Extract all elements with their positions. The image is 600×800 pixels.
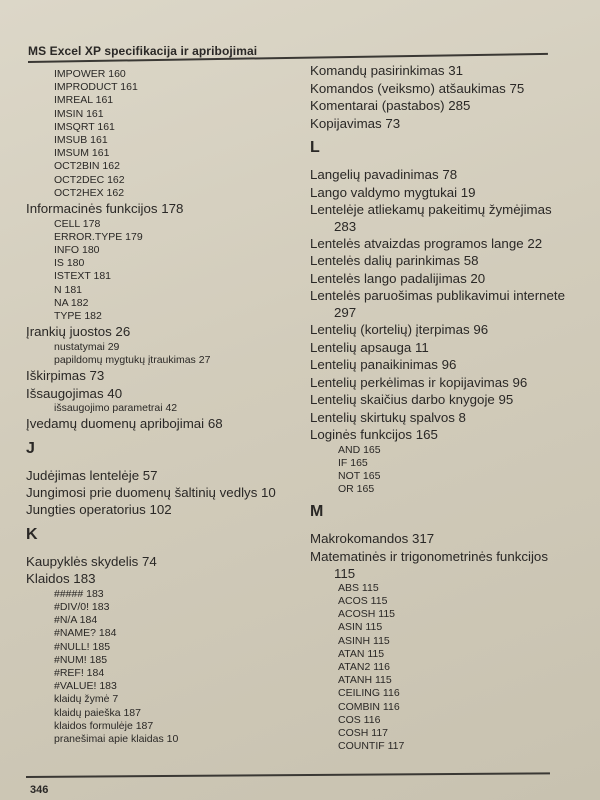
index-entry: Langelių pavadinimas 78 xyxy=(310,167,458,182)
index-entry: Klaidos 183 xyxy=(26,571,96,587)
index-entry: Lentelių apsauga 11 xyxy=(310,339,429,355)
index-subentry: ASINH 115 xyxy=(338,634,390,647)
footer-rule xyxy=(26,772,550,778)
index-subentry: IF 165 xyxy=(338,456,368,469)
index-subentry: CELL 178 xyxy=(54,217,101,230)
index-entry: Loginės funkcijos 165 xyxy=(310,427,438,442)
index-entry: Makrokomandos 317 xyxy=(310,531,435,547)
index-subentry: išsaugojimo parametrai 42 xyxy=(54,402,178,415)
index-subentry: pranešimai apie klaidas 10 xyxy=(54,733,179,745)
index-subentry: #DIV/0! 183 xyxy=(54,600,110,613)
running-header: MS Excel XP specifikacija ir apribojimai xyxy=(28,44,258,58)
index-subentry: TYPE 182 xyxy=(54,309,102,322)
index-subentry: papildomų mygtukų įtraukimas 27 xyxy=(54,353,211,366)
index-entry: Komandų pasirinkimas 31 xyxy=(310,63,463,78)
index-entry: Išsaugojimas 40 xyxy=(26,385,123,401)
index-entry: Lentelės paruošimas publikavimui internete 297 xyxy=(310,288,565,320)
index-subentry: COS 116 xyxy=(338,713,381,726)
index-entry: Kaupyklės skydelis 74 xyxy=(26,553,157,569)
section-letter: K xyxy=(26,525,38,543)
index-subentry: ISTEXT 181 xyxy=(54,270,112,283)
index-entry: Lentelių panaikinimas 96 xyxy=(310,357,457,372)
index-entry: Matematinės ir trigonometrinės funkcijos 115 xyxy=(310,548,548,581)
section-letter: M xyxy=(310,503,324,521)
index-subentry: #NUM! 185 xyxy=(54,653,108,666)
index-subentry: AND 165 xyxy=(338,443,381,456)
index-entry: Komentarai (pastabos) 285 xyxy=(310,98,471,113)
index-column-left xyxy=(26,68,296,746)
index-subentry: klaidos formulėje 187 xyxy=(54,719,154,732)
index-subentry: klaidų paieška 187 xyxy=(54,706,141,719)
section-letter: J xyxy=(26,439,35,457)
index-entry: Iškirpimas 73 xyxy=(26,368,105,384)
index-subentry: ATAN2 116 xyxy=(338,661,390,674)
index-entry: Kopijavimas 73 xyxy=(310,115,401,131)
index-subentry: ATANH 115 xyxy=(338,674,392,687)
index-entry: Lentelių skaičius darbo knygoje 95 xyxy=(310,392,514,407)
index-entry: Lentelės dalių parinkimas 58 xyxy=(310,253,479,268)
index-subentry: NA 182 xyxy=(54,296,89,309)
index-subentry: ##### 183 xyxy=(54,587,104,600)
index-entry: Komandos (veiksmo) atšaukimas 75 xyxy=(310,80,525,96)
index-subentry: NOT 165 xyxy=(338,469,381,482)
index-subentry: #NULL! 185 xyxy=(54,640,111,653)
index-subentry: COUNTIF 117 xyxy=(338,740,405,753)
index-subentry: INFO 180 xyxy=(54,243,100,256)
index-subentry: #VALUE! 183 xyxy=(54,680,117,693)
index-subentry: IMSIN 161 xyxy=(54,107,104,120)
index-entry: Jungimosi prie duomenų šaltinių vedlys 10 xyxy=(26,485,276,501)
index-entry: Lentelių skirtukų spalvos 8 xyxy=(310,409,466,425)
index-entry: Jungties operatorius 102 xyxy=(26,502,172,518)
index-subentry: nustatymai 29 xyxy=(54,340,120,353)
index-subentry: klaidų žymė 7 xyxy=(54,693,119,706)
index-subentry: ERROR.TYPE 179 xyxy=(54,230,143,243)
index-entry: Informacinės funkcijos 178 xyxy=(26,201,184,217)
index-subentry: ACOS 115 xyxy=(338,595,388,608)
index-subentry: CEILING 116 xyxy=(338,687,400,700)
page-number: 346 xyxy=(30,784,49,796)
index-subentry: ATAN 115 xyxy=(338,647,385,660)
index-subentry: COMBIN 116 xyxy=(338,700,400,713)
index-entry: Lentelės lango padalijimas 20 xyxy=(310,270,486,286)
index-subentry: COSH 117 xyxy=(338,727,388,740)
index-subentry: IMPRODUCT 161 xyxy=(54,81,138,94)
index-subentry: IMSQRT 161 xyxy=(54,120,115,133)
index-subentry: ASIN 115 xyxy=(338,621,383,634)
index-entry: Lentelėje atliekamų pakeitimų žymėjimas 283 xyxy=(310,202,552,234)
index-subentry: #N/A 184 xyxy=(54,614,98,627)
index-entry: Lentelių perkėlimas ir kopijavimas 96 xyxy=(310,374,528,390)
index-entry: Įvedamų duomenų apribojimai 68 xyxy=(26,416,223,432)
index-subentry: #REF! 184 xyxy=(54,666,105,679)
index-column-right xyxy=(310,62,570,753)
index-subentry: IS 180 xyxy=(54,257,85,270)
index-subentry: ABS 115 xyxy=(338,581,379,594)
section-letter: L xyxy=(310,139,320,156)
index-entry: Judėjimas lentelėje 57 xyxy=(26,467,158,483)
index-subentry: IMSUM 161 xyxy=(54,147,110,160)
index-subentry: IMSUB 161 xyxy=(54,134,108,147)
index-entry: Lentelės atvaizdas programos lange 22 xyxy=(310,236,543,251)
index-subentry: OCT2BIN 162 xyxy=(54,160,120,173)
index-entry: Lentelių (kortelių) įterpimas 96 xyxy=(310,322,489,337)
index-subentry: #NAME? 184 xyxy=(54,627,117,640)
index-subentry: IMPOWER 160 xyxy=(54,68,126,80)
index-subentry: OCT2DEC 162 xyxy=(54,173,125,186)
index-subentry: ACOSH 115 xyxy=(338,608,395,621)
index-subentry: OR 165 xyxy=(338,483,375,496)
index-entry: Lango valdymo mygtukai 19 xyxy=(310,184,476,200)
index-subentry: OCT2HEX 162 xyxy=(54,186,125,199)
index-entry: Įrankių juostos 26 xyxy=(26,324,131,340)
index-subentry: N 181 xyxy=(54,283,83,296)
index-subentry: IMREAL 161 xyxy=(54,94,114,107)
